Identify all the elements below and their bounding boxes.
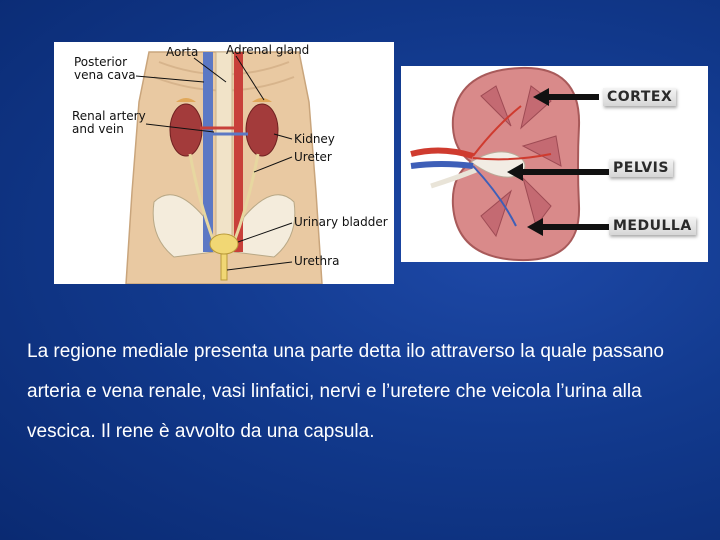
label-ureter: Ureter [294, 150, 332, 164]
label-kidney: Kidney [294, 132, 335, 146]
label-posterior-vena-cava: Posterior vena cava [74, 55, 136, 82]
label-aorta: Aorta [166, 45, 199, 59]
label-pelvis: PELVIS [609, 159, 673, 177]
label-renal-artery-and-vein: Renal artery and vein [72, 109, 146, 136]
urinary-system-figure [54, 42, 394, 284]
slide-body-text: La regione mediale presenta una parte detta ilo attraverso la quale passano arteria e vena renale, vasi linfatici, nervi e l’uretere che veicola l’urina alla vescica. Il rene è avvolto da una capsula. [27, 341, 664, 442]
label-medulla: MEDULLA [609, 217, 696, 235]
label-adrenal-gland: Adrenal gland [226, 43, 310, 57]
kidney-section-figure [401, 66, 708, 262]
label-cortex: CORTEX [603, 88, 676, 106]
label-urethra: Urethra [294, 254, 340, 268]
label-urinary-bladder: Urinary bladder [294, 215, 388, 229]
